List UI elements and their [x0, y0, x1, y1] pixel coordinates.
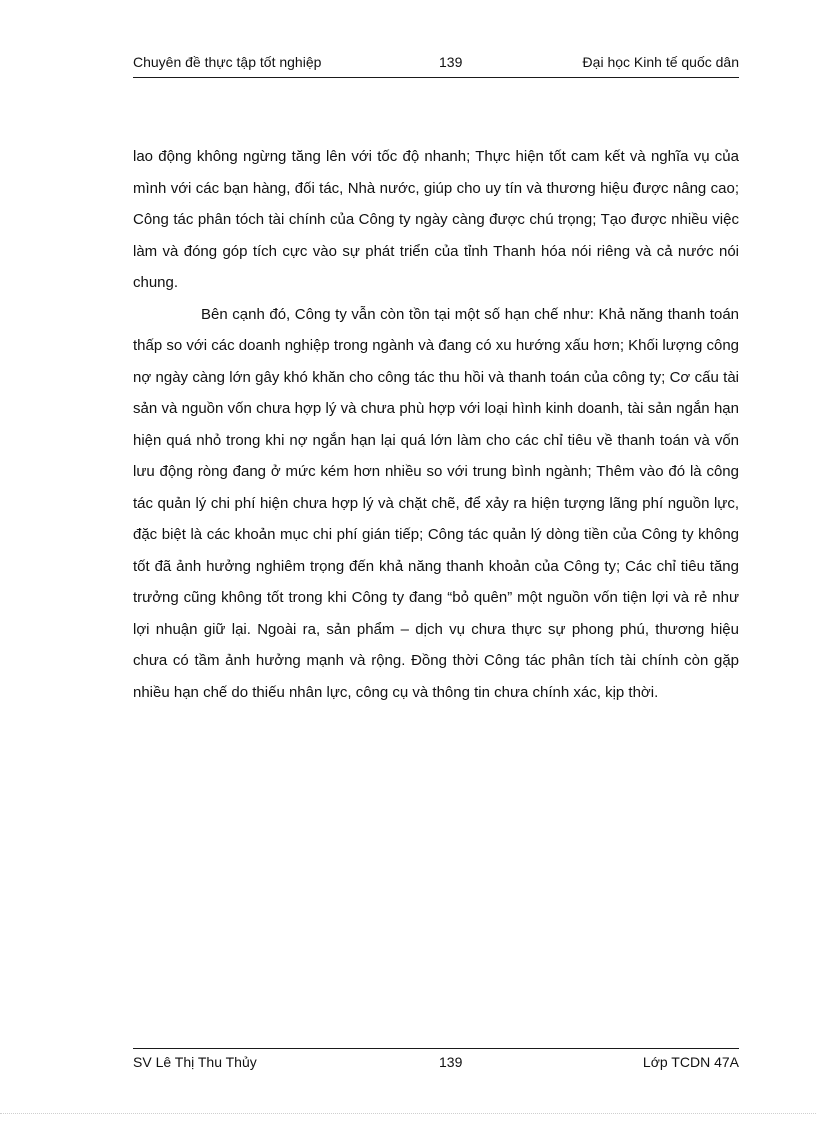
page-edge-dotted-line: [0, 1113, 816, 1114]
header-divider: [133, 77, 739, 78]
header-document-title: Chuyên đề thực tập tốt nghiệp: [133, 54, 322, 70]
body-paragraph-1: lao động không ngừng tăng lên với tốc độ nhanh; Thực hiện tốt cam kết và nghĩa vụ của mình với các bạn hàng, đối tác, Nhà nước, giúp cho uy tín và thương hiệu được nâng cao; Công tác phân tóch tài chính của Công ty ngày càng được chú trọng; Tạo được nhiều việc làm và đóng góp tích cực vào sự phát triển của tỉnh Thanh hóa nói riêng và cả nước nói chung.: [133, 148, 739, 291]
header-university-name: Đại học Kinh tế quốc dân: [582, 54, 739, 70]
page-footer: [133, 1054, 739, 1074]
footer-student-name: SV Lê Thị Thu Thủy: [133, 1054, 257, 1070]
footer-divider: [133, 1048, 739, 1049]
footer-class-name: Lớp TCDN 47A: [642, 1054, 739, 1070]
body-paragraph-2: Bên cạnh đó, Công ty vẫn còn tồn tại một số hạn chế như: Khả năng thanh toán thấp so với các doanh nghiệp trong ngành và đang có xu hướng xấu hơn; Khối lượng công nợ ngày càng lớn gây khó khăn cho công tác thu hồi và thanh toán của công ty; Cơ cấu tài sản và nguồn vốn chưa hợp lý và chưa phù hợp với loại hình kinh doanh, tài sản ngắn hạn hiện quá nhỏ trong khi nợ ngắn hạn lại quá lớn làm cho các chỉ tiêu về thanh toán và vốn lưu động ròng đang ở mức kém hơn nhiều so với trung bình ngành; Thêm vào đó là công tác quản lý chi phí hiện chưa hợp lý và chặt chẽ, để xảy ra hiện tượng lãng phí nguồn lực, đặc biệt là các khoản mục chi phí gián tiếp; Công tác quản lý dòng tiền của Công ty không tốt đã ảnh hưởng nghiêm trọng đến khả năng thanh khoản của Công ty; Các chỉ tiêu tăng trưởng cũng không tốt trong khi Công ty đang “bỏ quên” một nguồn vốn tiện lợi và rẻ như lợi nhuận giữ lại. Ngoài ra, sản phẩm – dịch vụ chưa thực sự phong phú, thương hiệu chưa có tầm ảnh hưởng mạnh và rộng. Đồng thời Công tác phân tích tài chính còn gặp nhiều hạn chế do thiếu nhân lực, công cụ và thông tin chưa chính xác, kịp thời.: [133, 305, 739, 701]
footer-page-number: 139: [439, 1054, 463, 1070]
document-body: [133, 141, 739, 708]
page-header: [133, 54, 739, 74]
header-page-number: 139: [439, 54, 463, 70]
